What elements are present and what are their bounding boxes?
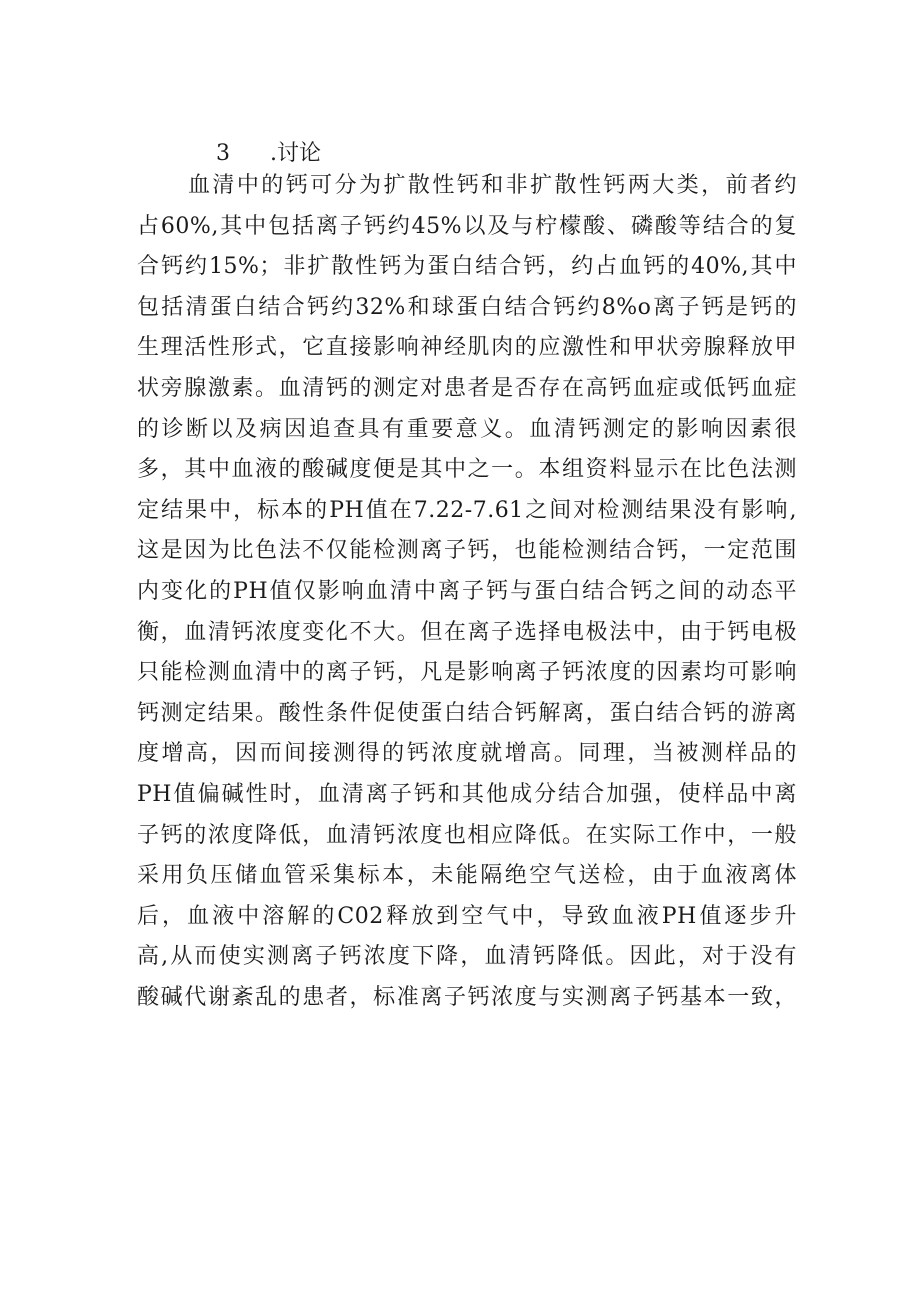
paragraph-line: 内变化的PH值仅影响血清中离子钙与蛋白结合钙之间的动态平 (137, 578, 797, 604)
section-title: .讨论 (269, 141, 321, 166)
paragraph-line: 只能检测血清中的离子钙，凡是影响离子钙浓度的因素均可影响 (137, 660, 797, 686)
paragraph-line: 占60%,其中包括离子钙约45%以及与柠檬酸、磷酸等结合的复 (137, 213, 797, 239)
paragraph-line: 血清中的钙可分为扩散性钙和非扩散性钙两大类，前者约 (188, 173, 797, 198)
paragraph-line: PH值偏碱性时，血清离子钙和其他成分结合加强，使样品中离 (137, 781, 797, 807)
paragraph-line: 定结果中，标本的PH值在7.22-7.61之间对检测结果没有影响, (137, 497, 797, 523)
paragraph-line: 状旁腺激素。血清钙的测定对患者是否存在高钙血症或低钙血症 (137, 375, 797, 401)
paragraph-line: 合钙约15%；非扩散性钙为蛋白结合钙，约占血钙的40%,其中 (137, 254, 797, 280)
paragraph-line: 衡，血清钙浓度变化不大。但在离子选择电极法中，由于钙电极 (137, 619, 797, 645)
section-heading (188, 100, 321, 166)
paragraph-line: 这是因为比色法不仅能检测离子钙，也能检测结合钙，一定范围 (137, 538, 797, 564)
paragraph-line: 酸碱代谢紊乱的患者，标准离子钙浓度与实测离子钙基本一致， (137, 984, 797, 1010)
section-number: 3 (215, 141, 230, 166)
paragraph-line: 子钙的浓度降低，血清钙浓度也相应降低。在实际工作中，一般 (137, 822, 797, 848)
paragraph-line: 后，血液中溶解的C02释放到空气中，导致血液PH值逐步升 (137, 903, 797, 929)
paragraph-line: 的诊断以及病因追查具有重要意义。血清钙测定的影响因素很 (137, 416, 797, 442)
paragraph-line: 度增高，因而间接测得的钙浓度就增高。同理，当被测样品的 (137, 741, 797, 767)
paragraph-line: 多，其中血液的酸碱度便是其中之一。本组资料显示在比色法测 (137, 457, 797, 483)
paragraph-line: 钙测定结果。酸性条件促使蛋白结合钙解离，蛋白结合钙的游离 (137, 700, 797, 726)
paragraph-line: 高,从而使实测离子钙浓度下降，血清钙降低。因此，对于没有 (137, 944, 797, 970)
paragraph-line: 采用负压储血管采集标本，未能隔绝空气送检，由于血液离体 (137, 863, 797, 889)
paragraph-line: 包括清蛋白结合钙约32%和球蛋白结合钙约8%o离子钙是钙的 (137, 294, 797, 320)
paragraph (137, 166, 797, 1018)
paragraph-line: 生理活性形式，它直接影响神经肌肉的应激性和甲状旁腺释放甲 (137, 335, 797, 361)
